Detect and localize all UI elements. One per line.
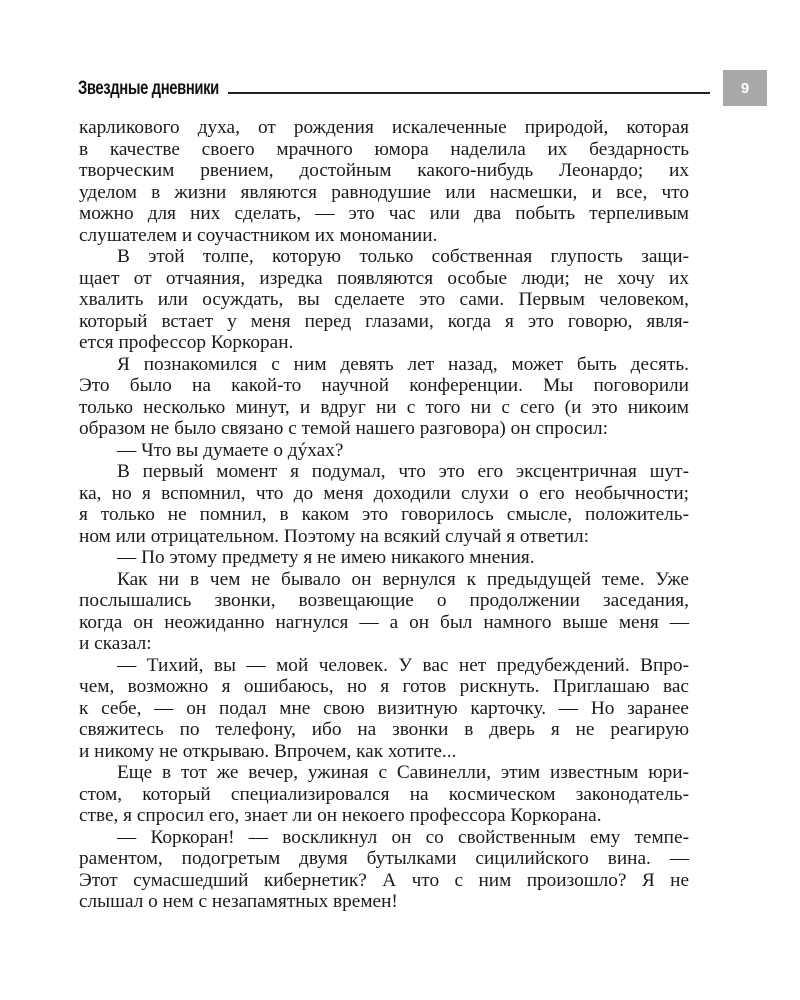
text-line: слышал о нем с незапамятных времен! xyxy=(79,891,398,912)
text-line: стве, я спросил его, знает ли он некоего профессора Коркорана. xyxy=(79,805,602,826)
text-line: и никому не открываю. Впрочем, как хотите... xyxy=(79,740,457,762)
paragraph xyxy=(79,461,689,547)
text-line: в качестве своего мрачного юмора наделила их бездарность xyxy=(79,138,689,160)
text-line: Я познакомился с ним девять лет назад, может быть десять. xyxy=(117,353,689,375)
text-line: Еще в тот же вечер, ужиная с Савинелли, этим известным юри- xyxy=(117,762,689,783)
text-line: который встает у меня перед глазами, когда я это говорю, явля- xyxy=(79,310,689,332)
text-line: В первый момент я подумал, что это его эксцентричная шут- xyxy=(117,461,689,482)
text-line: к себе, — он подал мне свою визитную карточку. — Но заранее xyxy=(79,697,689,719)
text-line: Как ни в чем не бывало он вернулся к предыдущей теме. Уже xyxy=(117,568,689,590)
paragraph xyxy=(79,246,689,354)
paragraph xyxy=(79,827,689,913)
page-number-box xyxy=(723,70,767,106)
paragraph xyxy=(79,547,689,569)
text-line: слушателем и соучастником их мономании. xyxy=(79,224,438,246)
header-title: Звездные дневники xyxy=(78,78,219,99)
text-line: можно для них сделать, — это час или два побыть терпеливым xyxy=(79,203,689,224)
running-header xyxy=(78,70,750,106)
text-line: — Коркоран! — воскликнул он со свойственным ему темпе- xyxy=(117,826,689,848)
paragraph xyxy=(79,762,689,827)
text-line: и сказал: xyxy=(79,633,152,654)
text-line: щает от отчаяния, изредка появляются особые люди; не хочу их xyxy=(79,267,689,289)
text-line: — По этому предмету я не имею никакого мнения. xyxy=(117,547,535,568)
text-line: свяжитесь по телефону, ибо на звонки в дверь я не реагирую xyxy=(79,719,689,740)
paragraph xyxy=(79,117,689,246)
text-line: уделом в жизни являются равнодушие или насмешки, и все, что xyxy=(79,181,689,203)
text-line: — Тихий, вы — мой человек. У вас нет предубеждений. Впро- xyxy=(117,654,689,676)
paragraph xyxy=(79,440,689,462)
text-line: ется профессор Коркоран. xyxy=(79,332,294,353)
text-line: ка, но я вспомнил, что до меня доходили слухи о его необычности; xyxy=(79,482,689,504)
text-line: В этой толпе, которую только собственная глупость защи- xyxy=(117,246,689,267)
paragraph xyxy=(79,354,689,440)
text-line: послышались звонки, возвещающие о продолжении заседания, xyxy=(79,590,689,611)
text-line: когда он неожиданно нагнулся — а он был намного выше меня — xyxy=(79,611,689,633)
text-line: образом не было связано с темой нашего разговора) он спросил: xyxy=(79,418,608,439)
text-line: Этот сумасшедший кибернетик? А что с ним произошло? Я не xyxy=(79,869,689,891)
paragraph xyxy=(79,569,689,655)
text-line: Это было на какой-то научной конференции. Мы поговорили xyxy=(79,375,689,396)
text-line: чем, возможно я ошибаюсь, но я готов рискнуть. Приглашаю вас xyxy=(79,676,689,697)
text-line: только несколько минут, и вдруг ни с того ни с сего (и это никоим xyxy=(79,396,689,418)
paragraph xyxy=(79,655,689,763)
body-text xyxy=(79,117,689,913)
text-line: раментом, подогретым двумя бутылками сицилийского вина. — xyxy=(79,848,689,869)
page-number: 9 xyxy=(740,79,750,97)
text-line: ном или отрицательном. Поэтому на всякий случай я ответил: xyxy=(79,525,590,547)
text-line: — Что вы думаете о дýхах? xyxy=(117,439,344,461)
text-line: творческим рвением, достойным какого-нибудь Леонардо; их xyxy=(79,160,689,181)
text-line: хвалить или осуждать, вы сделаете это сами. Первым человеком, xyxy=(79,289,689,310)
text-line: карликового духа, от рождения искалеченные природой, которая xyxy=(79,117,689,138)
header-rule xyxy=(228,92,710,94)
text-line: я только не помнил, в каком это говорилось смысле, положитель- xyxy=(79,504,689,525)
text-line: стом, который специализировался на космическом законодатель- xyxy=(79,783,689,805)
